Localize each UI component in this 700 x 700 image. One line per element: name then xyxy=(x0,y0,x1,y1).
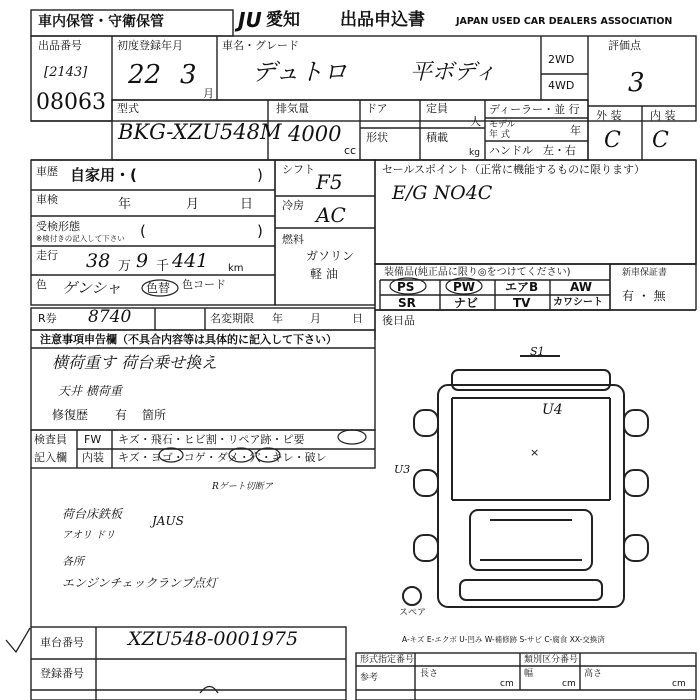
equip-ps: PS xyxy=(397,280,415,294)
model-label: 型式 xyxy=(117,102,139,115)
aircon-value: AC xyxy=(316,203,346,227)
diagram-x-mark: × xyxy=(530,446,540,459)
equip-airbag: エアB xyxy=(505,280,539,294)
width-label: 幅 xyxy=(524,669,534,679)
remark-2: 荷台床鉄板 xyxy=(62,507,123,521)
inspection-day: 日 xyxy=(240,197,254,212)
fuel-label: 燃料 xyxy=(282,233,304,246)
first-registration-label: 初度登録年月 xyxy=(117,39,183,52)
reg-month-value: 3 xyxy=(180,60,197,90)
man-label: 万 xyxy=(118,259,132,274)
kg-label: kg xyxy=(469,148,480,158)
notice-line1: 横荷重す 荷台乗せ換え xyxy=(52,353,218,372)
r-ticket-value: 8740 xyxy=(88,307,132,327)
notice-header: 注意事項申告欄（不具合内容等は具体的に記入して下さい） xyxy=(40,333,337,346)
dealer-parallel-label: ディーラー・並 行 xyxy=(489,103,580,116)
chassis-number-value: XZU548-0001975 xyxy=(128,628,299,650)
lot-number-value: 08063 xyxy=(36,90,106,115)
notice-line2: 天井 横荷重 xyxy=(58,384,122,398)
diagram-u4-mark: U4 xyxy=(542,402,563,418)
interior-label: 内 装 xyxy=(650,109,676,122)
diagram-top-mark: S1 xyxy=(530,345,545,358)
person-label: 人 xyxy=(470,115,481,128)
interior-value: C xyxy=(652,128,669,153)
received-paren-open: ( xyxy=(140,222,146,240)
r-ticket-label: R券 xyxy=(38,312,57,325)
door-label: ドア xyxy=(366,102,388,115)
entry-col-label: 記入欄 xyxy=(34,451,67,464)
postscript-label: 後日品 xyxy=(382,314,415,327)
new-warranty-label: 新車保証書 xyxy=(622,268,668,278)
received-check-note: ※検付きの記入して下さい xyxy=(36,234,125,243)
handle-label: ハンドル xyxy=(489,144,533,157)
mileage-man-value: 38 xyxy=(86,250,111,272)
fuel-sub: 軽 油 xyxy=(310,267,338,281)
inspector-label: 検査員 xyxy=(34,433,67,446)
aircon-label: 冷房 xyxy=(282,199,304,212)
nen-label: 年 xyxy=(570,124,581,137)
equip-navi: ナビ xyxy=(454,296,479,310)
name-change-month: 月 xyxy=(310,312,321,325)
shape-label: 形状 xyxy=(366,131,388,144)
four-wd-label: 4WD xyxy=(548,79,575,92)
logo-name: 愛知 xyxy=(266,10,300,30)
name-change-year: 年 xyxy=(272,312,283,325)
mileage-sen-value: 9 xyxy=(136,250,149,272)
equip-sr: SR xyxy=(398,296,416,310)
model-value: BKG-XZU548M xyxy=(118,120,282,144)
sales-point-label: セールスポイント（正常に機能するものに限ります） xyxy=(382,163,646,176)
color-code-label: 色コード xyxy=(182,278,226,291)
width-cm: cm xyxy=(562,679,576,689)
equip-pw: PW xyxy=(453,280,476,294)
equip-tv: TV xyxy=(513,296,531,310)
exterior-label: 外 装 xyxy=(596,109,622,122)
remark-5: 各所 xyxy=(62,555,84,568)
sales-note-value: E/G NO4C xyxy=(392,182,493,204)
association-name: JAPAN USED CAR DEALERS ASSOCIATION xyxy=(456,16,673,27)
car-name-value: デュトロ xyxy=(252,58,348,86)
remark-4: アオリ ドリ xyxy=(62,530,116,541)
spare-label: スペア xyxy=(399,608,427,618)
category-number-label: 類別区分番号 xyxy=(524,655,579,665)
storage-label: 車内保管・守衛保管 xyxy=(38,14,164,30)
chassis-number-label: 車台番号 xyxy=(40,636,84,649)
received-check-label: 受検形態 xyxy=(36,220,80,233)
two-wd-label: 2WD xyxy=(548,53,575,66)
inspection-year: 年 xyxy=(118,197,132,212)
equip-aw: AW xyxy=(570,280,592,294)
length-cm: cm xyxy=(500,679,514,689)
received-paren-close: ) xyxy=(257,222,263,240)
shift-label: シフト xyxy=(282,163,315,176)
logo-mark: JU xyxy=(238,8,262,32)
color-value: ゲンシャ xyxy=(62,279,122,297)
model-year-label: モデル xyxy=(489,120,516,130)
form-number-label: 形式指定番号 xyxy=(360,655,415,665)
remark-1: Rゲート切断ア xyxy=(212,482,273,492)
damage-legend: A-キズ E-エクボ U-凹み W-補修跡 S-サビ C-腐食 XX-交換済 xyxy=(402,635,605,644)
equip-seat: カワシート xyxy=(553,297,603,308)
mileage-rest-value: 441 xyxy=(172,250,209,272)
length-label: 長さ xyxy=(420,669,439,679)
rating-label: 評価点 xyxy=(608,39,641,52)
registration-number-label: 登録番号 xyxy=(40,667,84,680)
repair-history-label: 修復歴 xyxy=(52,408,89,422)
grade-value: 平ボディ xyxy=(410,60,497,85)
cc-label: cc xyxy=(344,144,357,157)
fw-items: キズ・飛石・ヒビ割・リペア跡・ピ要 xyxy=(118,433,305,446)
capacity-label: 定員 xyxy=(426,102,448,115)
inspection-label: 車検 xyxy=(36,193,58,206)
history-value: 自家用・( xyxy=(70,166,137,184)
fuel-value: ガソリン xyxy=(306,249,355,263)
remark-6: エンジンチェックランプ点灯 xyxy=(62,576,218,590)
handle-side: 左・右 xyxy=(543,144,576,157)
lot-code: [2143] xyxy=(44,65,88,80)
displacement-label: 排気量 xyxy=(276,102,309,115)
reg-year-value: 22 xyxy=(128,60,162,90)
repair-yes: 有 xyxy=(115,408,128,422)
equipment-label: 装備品(純正品に限り◎をつけてください) xyxy=(384,267,571,278)
history-close: ) xyxy=(257,166,263,184)
name-change-day: 日 xyxy=(352,312,363,325)
displacement-value: 4000 xyxy=(288,122,342,146)
sen-label: 千 xyxy=(156,259,170,274)
lot-number-label: 出品番号 xyxy=(38,39,82,52)
color-code-value: 色替 xyxy=(146,281,171,295)
reg-month-unit: 月 xyxy=(203,87,214,100)
diagram-u3-mark: U3 xyxy=(394,463,411,476)
name-change-label: 名変期限 xyxy=(210,312,254,325)
exterior-value: C xyxy=(604,128,621,153)
height-label: 高さ xyxy=(584,669,603,679)
form-title: 出品申込書 xyxy=(340,10,425,30)
fw-circle xyxy=(338,430,366,444)
remark-3: JAUS xyxy=(152,514,184,528)
inspection-month: 月 xyxy=(186,197,200,212)
shift-value: F5 xyxy=(316,170,343,194)
car-name-grade-label: 車名・グレード xyxy=(222,39,299,52)
repair-place: 箇所 xyxy=(142,408,167,422)
km-label: km xyxy=(228,263,244,274)
height-cm: cm xyxy=(672,679,686,689)
inner-label: 内装 xyxy=(82,451,104,464)
fw-label: FW xyxy=(84,433,102,446)
year-word-label: 年 式 xyxy=(489,130,510,140)
vehicle-diagram xyxy=(403,356,648,607)
history-label: 車歴 xyxy=(36,165,58,178)
reference-label: 参考 xyxy=(360,673,379,683)
rating-value: 3 xyxy=(628,68,645,98)
warranty-yes-no: 有 ・ 無 xyxy=(622,289,666,303)
load-label: 積載 xyxy=(426,131,448,144)
color-label: 色 xyxy=(36,278,47,291)
mileage-label: 走行 xyxy=(36,249,58,262)
inner-items: キズ・ヨゴ・コゲ・ダメ・穴・キレ・破レ xyxy=(118,451,327,464)
